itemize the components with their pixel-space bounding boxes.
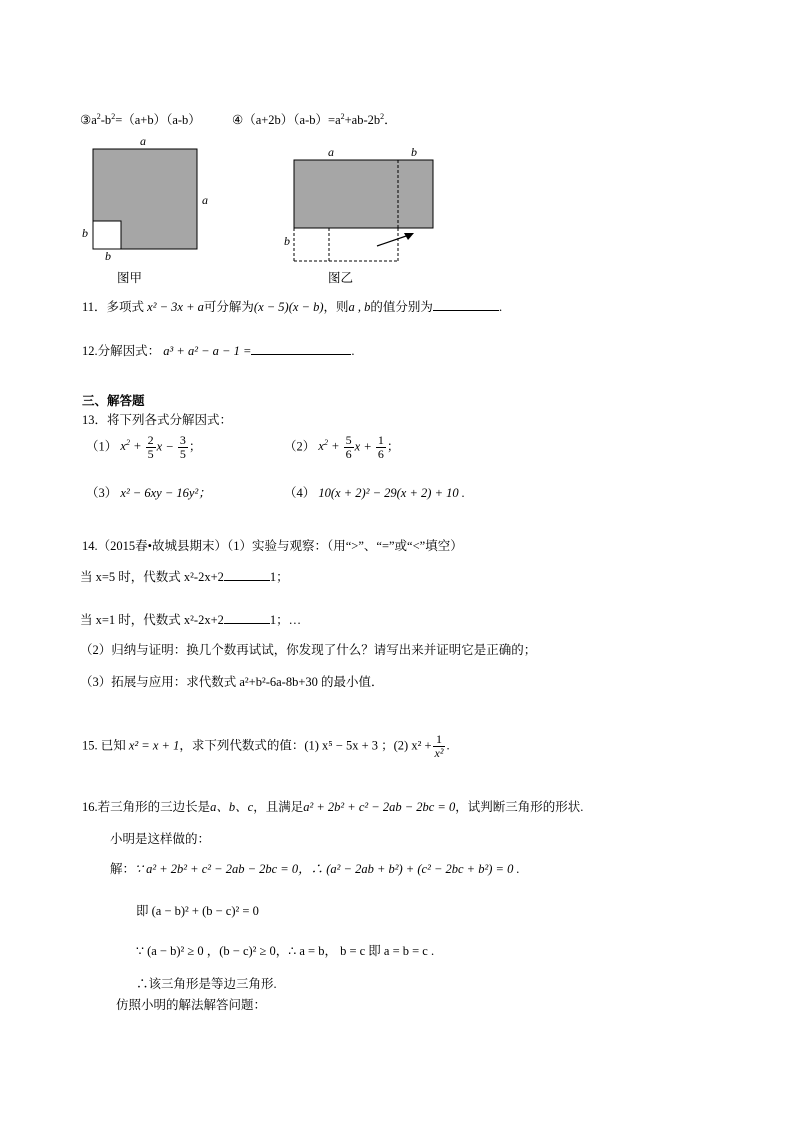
q16-task: 仿照小明的解法解答问题： [116, 998, 267, 1012]
q16-solution-line1: 解：∵ a² + 2b² + c² − 2ab − 2bc = 0，∴ (a² − 2ab + b²) + (c² − 2bc + b²) = 0 . [110, 862, 520, 876]
jia-label-b-left: b [82, 226, 88, 240]
q16-solution-line3: ∵ (a − b)² ≥ 0 ，(b − c)² ≥ 0，∴ a = b， b = c 即 a = b = c . [136, 944, 435, 958]
q16-conclusion: ∴该三角形是等边三角形. [136, 977, 277, 991]
question-14-title: 14.（2015春•故城县期末）（1）实验与观察：（用“>”、“=”或“<”填空） [82, 539, 463, 553]
q14-line1: 当 x=5 时，代数式 x²-2x+2 1； [80, 570, 289, 584]
question-13-title: 13．将下列各式分解因式： [82, 413, 233, 427]
q13-part3: （3） x² − 6xy − 16y²； [86, 486, 211, 500]
identity-4: $④(a+2b)(a-b)=a^2+ab-2b^2$． [232, 112, 397, 127]
jia-caption: 图甲 [117, 271, 143, 285]
q14-line4: （3）拓展与应用：求代数式 a²+b²-6a-8b+30 的最小值． [80, 675, 384, 689]
yi-label-b-top: b [411, 145, 417, 159]
q16-intro: 小明是这样做的： [110, 832, 211, 846]
yi-caption: 图乙 [328, 271, 354, 285]
jia-label-a-right: a [202, 193, 208, 207]
q13-part2: （2） $x^2$ + $\frac{5}{6}$ x + $\frac{1}{6}$ ； [284, 433, 400, 461]
q14-line3: （2）归纳与证明：换几个数再试试，你发现了什么？请写出来并证明它是正确的； [80, 643, 537, 657]
q14-line2: 当 x=1 时，代数式 x²-2x+2 1；… [80, 613, 302, 627]
question-15: 15. 已知 x² = x + 1，求下列代数式的值：(1) x⁵ − 5x + 3 ；(2) x² + $\frac{1}{\text{x²}}$ . [82, 732, 450, 760]
figure-jia [75, 130, 225, 290]
question-16: 16.若三角形的三边长是a、b、c，且满足a² + 2b² + c² − 2ab − 2bc = 0，试判断三角形的形状. [82, 800, 584, 814]
identity-3: $③a^2-b^2=(a+b)(a-b)$ [80, 112, 201, 127]
jia-label-a-top: a [140, 134, 146, 148]
figure-yi [280, 150, 450, 270]
q13-part4: （4） 10(x + 2)² − 29(x + 2) + 10 . [284, 486, 465, 500]
question-12: 12.分解因式： a³ + a² − a − 1 = . [82, 344, 355, 358]
q13-part1: （1） $x^2$ + $\frac{2}{5}$ x − $\frac{3}{5}$ ； [86, 433, 202, 461]
yi-label-a-top: a [328, 145, 334, 159]
yi-label-b-left: b [284, 234, 290, 248]
section-title: 三、解答题 [82, 394, 145, 408]
jia-label-b-bottom: b [105, 249, 111, 263]
question-11: 11．多项式 x² − 3x + a可分解为(x − 5)(x − b)，则a , b的值分别为 . [82, 300, 503, 314]
q16-solution-line2: 即 (a − b)² + (b − c)² = 0 [136, 904, 259, 918]
